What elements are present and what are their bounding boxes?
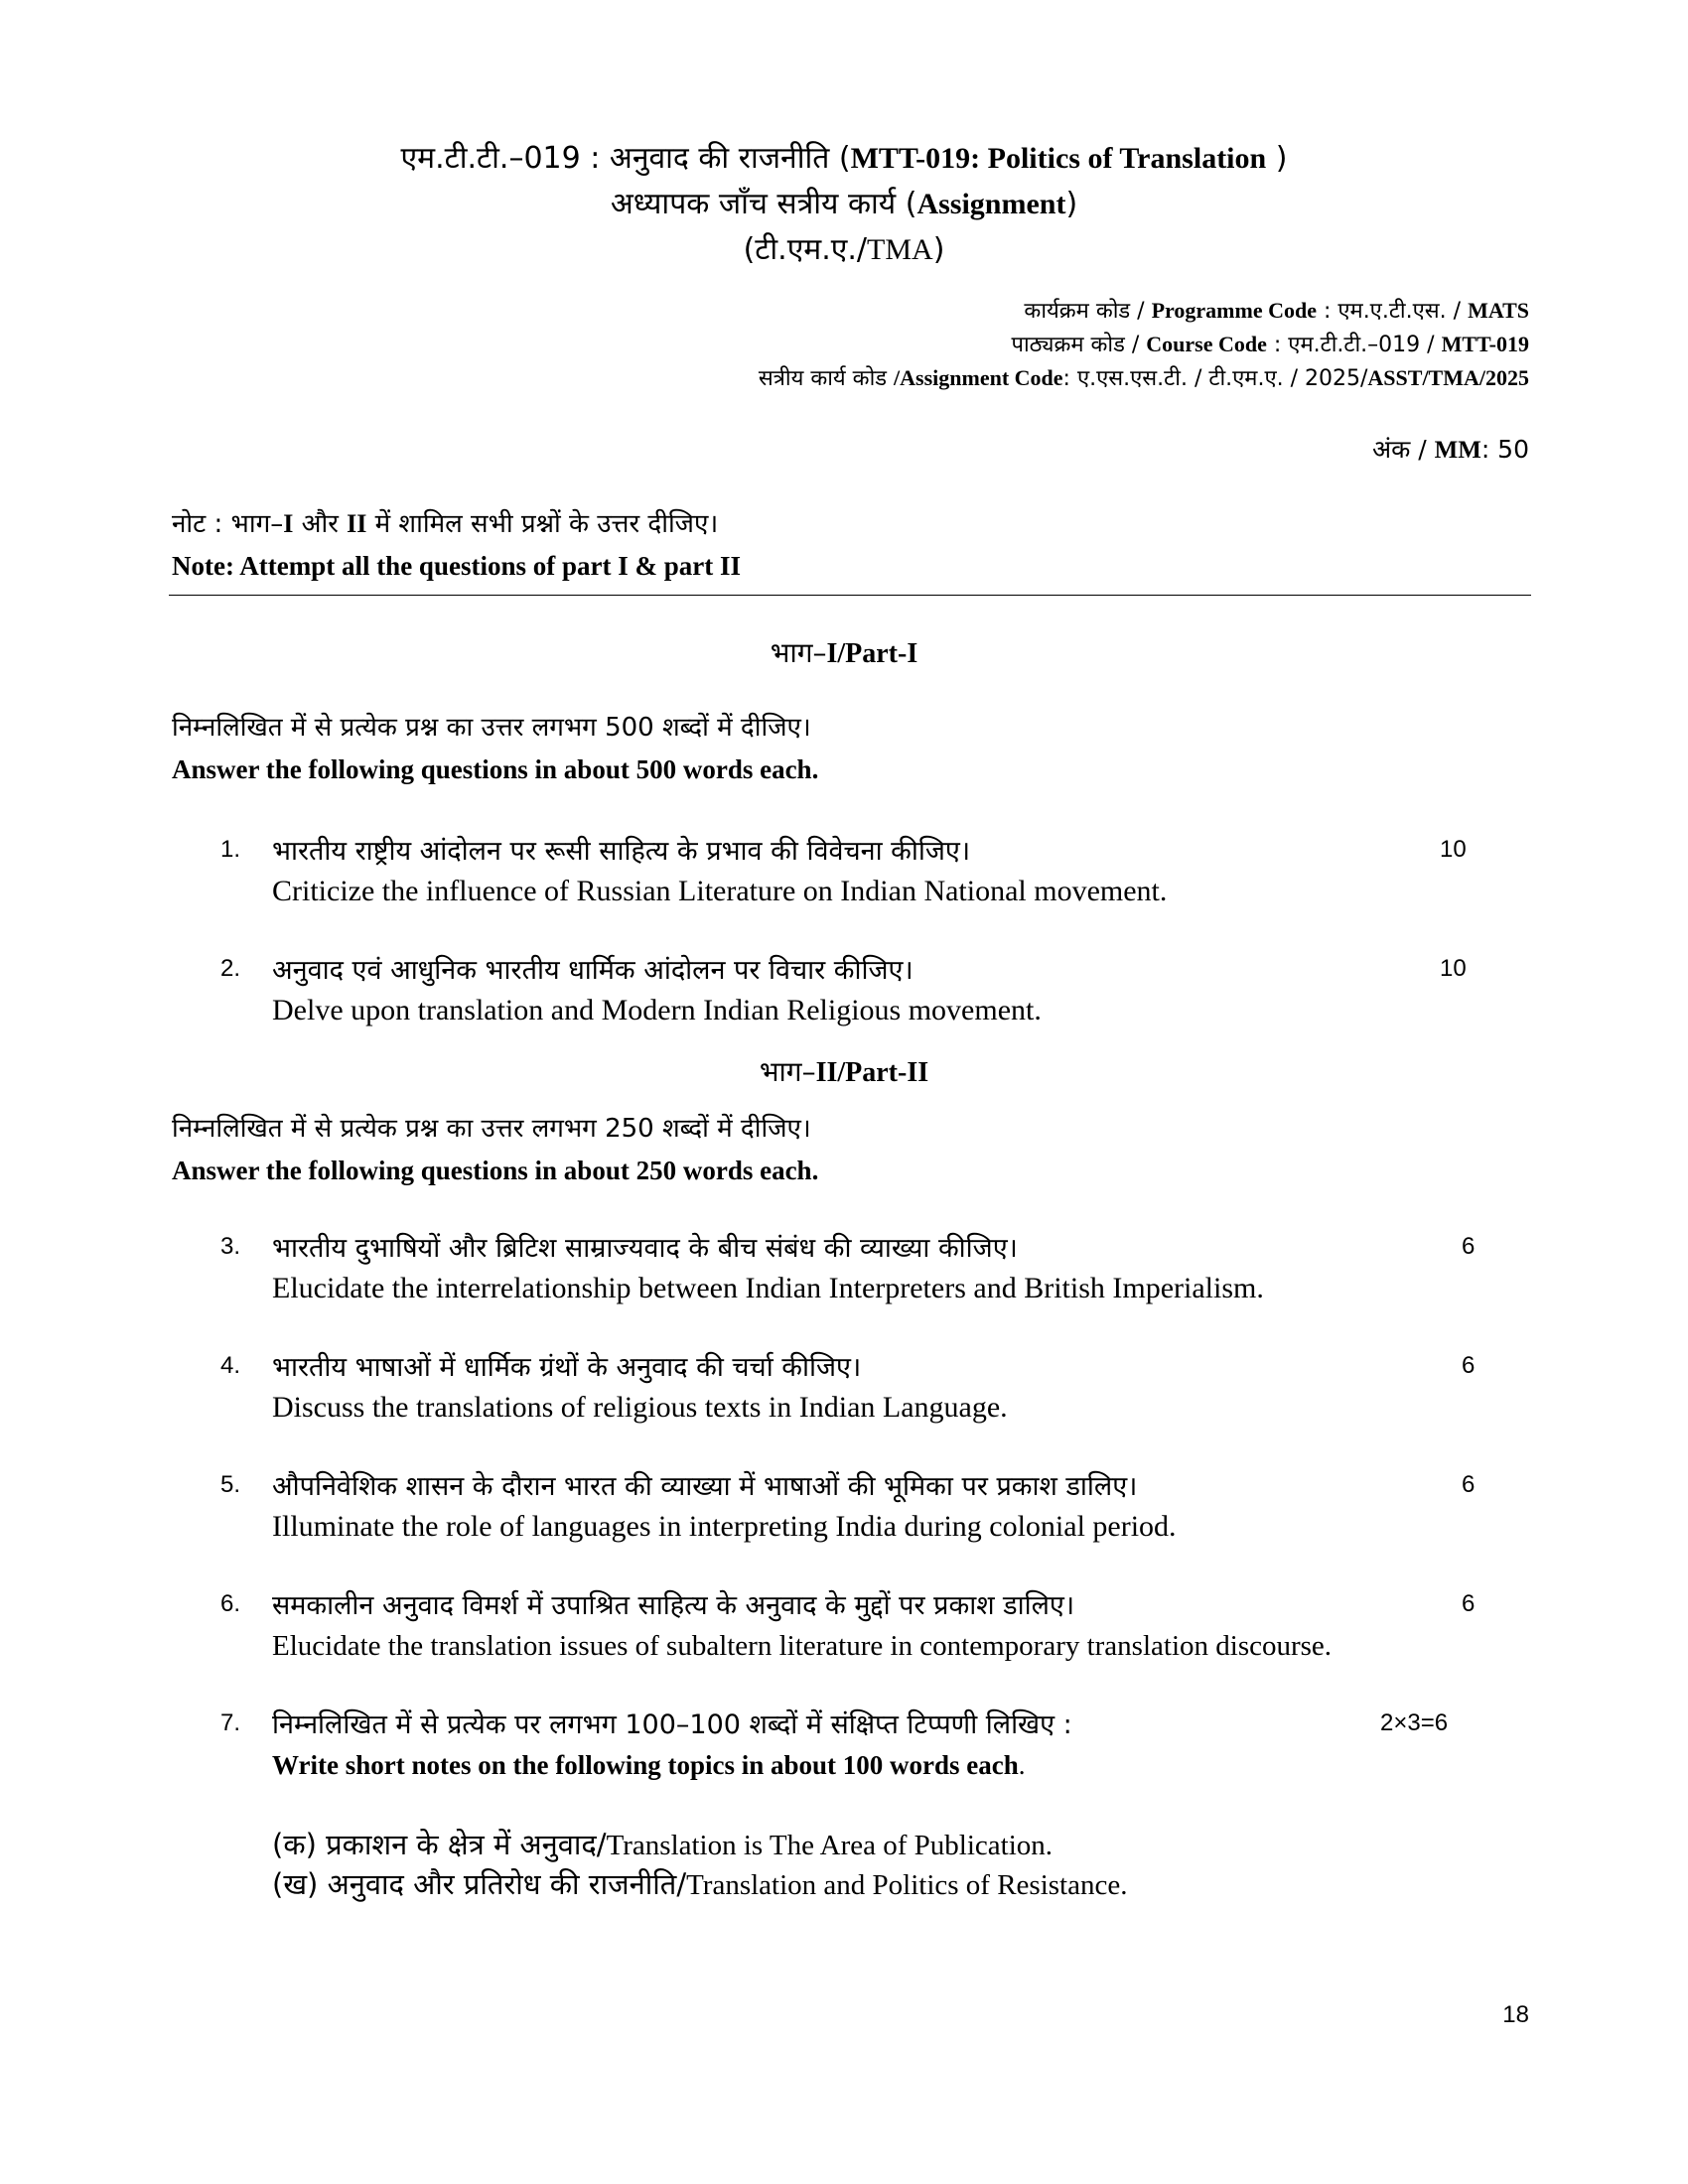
question-english: Delve upon translation and Modern Indian Religious movement. xyxy=(272,994,1042,1026)
question-english: Elucidate the translation issues of subaltern literature in contemporary translation discourse. xyxy=(272,1630,1333,1662)
part-two-instruction-hindi: निम्नलिखित में से प्रत्येक प्रश्न का उत्तर लगभग 250 शब्दों में दीजिए। xyxy=(172,1114,811,1144)
part-one-instruction-english: Answer the following questions in about 500 words each. xyxy=(172,754,819,784)
question-marks: 6 xyxy=(1462,1471,1476,1498)
question-english: Discuss the translations of religious texts in Indian Language. xyxy=(272,1391,1008,1424)
subitem-label-english: Translation and Politics of Resistance. xyxy=(686,1869,1128,1901)
course-code-label: Course Code xyxy=(1146,332,1267,356)
note-english: Note: Attempt all the questions of part I & part II xyxy=(172,551,741,581)
question-english: Write short notes on the following topics in about 100 words each xyxy=(272,1750,1019,1780)
tma-line xyxy=(0,228,1688,272)
question-marks: 6 xyxy=(1462,1233,1476,1260)
question-english-tail: . xyxy=(1018,1750,1026,1780)
max-marks xyxy=(1372,433,1529,468)
question-number: 1. xyxy=(220,836,241,863)
subitem-ka xyxy=(272,1825,1053,1865)
divider xyxy=(169,595,1531,596)
question-hindi: निम्नलिखित में से प्रत्येक पर लगभग 100–100 शब्दों में संक्षिप्त टिप्पणी लिखिए : xyxy=(272,1709,1072,1740)
question-hindi: समकालीन अनुवाद विमर्श में उपाश्रित साहित्य के अनुवाद के मुद्दों पर प्रकाश डालिए। xyxy=(272,1590,1075,1621)
note-hindi-prefix: नोट : भाग– xyxy=(172,509,284,539)
question-english: Illuminate the role of languages in interpreting India during colonial period. xyxy=(272,1510,1177,1543)
tma-close: ) xyxy=(932,232,945,267)
subitem-label-english: Translation is The Area of Publication. xyxy=(606,1830,1054,1861)
subtitle-close: ) xyxy=(1065,187,1078,221)
assignment-code xyxy=(759,361,1529,396)
programme-code-hindi: कार्यक्रम कोड / xyxy=(1024,299,1152,324)
assignment-code-hindi: सत्रीय कार्य कोड xyxy=(758,366,895,391)
note-hindi-rest: में शामिल सभी प्रश्नों के उत्तर दीजिए। xyxy=(366,509,719,539)
part-one-instruction-hindi: निम्नलिखित में से प्रत्येक प्रश्न का उत्तर लगभग 500 शब्दों में दीजिए। xyxy=(172,713,811,743)
note-hindi xyxy=(172,504,718,544)
subitem-label-hindi: (क) प्रकाशन के क्षेत्र में अनुवाद/ xyxy=(272,1828,607,1861)
assignment-code-label: /Assignment Code xyxy=(894,365,1063,390)
max-marks-hindi: अंक / xyxy=(1371,435,1435,464)
tma-english: TMA xyxy=(867,233,933,266)
question-hindi: भारतीय भाषाओं में धार्मिक ग्रंथों के अनुवाद की चर्चा कीजिए। xyxy=(272,1352,862,1383)
part-one-title-english: I/Part-I xyxy=(826,638,918,669)
note-and: और xyxy=(293,509,348,539)
programme-code-value: MATS xyxy=(1468,298,1529,323)
part-two-instruction-english: Answer the following questions in about 250 words each. xyxy=(172,1156,819,1185)
programme-code-label: Programme Code xyxy=(1151,298,1317,323)
note-part-one: I xyxy=(283,509,294,538)
question-number: 6. xyxy=(220,1590,241,1617)
question-number: 5. xyxy=(220,1471,241,1498)
page-number: 18 xyxy=(1502,2001,1529,2028)
question-hindi: अनुवाद एवं आधुनिक भारतीय धार्मिक आंदोलन पर विचार कीजिए। xyxy=(272,955,914,986)
question-marks: 6 xyxy=(1462,1590,1476,1617)
title-english: MTT-019: Politics of Translation xyxy=(850,142,1267,175)
programme-code-value-hindi: : एम.ए.टी.एस. / xyxy=(1316,299,1469,324)
question-number: 3. xyxy=(220,1233,241,1260)
question-hindi: औपनिवेशिक शासन के दौरान भारत की व्याख्या में भाषाओं की भूमिका पर प्रकाश डालिए। xyxy=(272,1471,1138,1502)
question-number: 7. xyxy=(220,1709,241,1736)
title-line xyxy=(0,137,1688,181)
question-number: 2. xyxy=(220,955,241,982)
question-english: Criticize the influence of Russian Literature on Indian National movement. xyxy=(272,875,1168,907)
question-hindi: भारतीय राष्ट्रीय आंदोलन पर रूसी साहित्य के प्रभाव की विवेचना कीजिए। xyxy=(272,836,971,867)
title-close: ) xyxy=(1266,141,1288,176)
subtitle-english: Assignment xyxy=(916,188,1066,220)
question-english-line xyxy=(272,1745,1026,1785)
question-english: Elucidate the interrelationship between Indian Interpreters and British Imperialism. xyxy=(272,1272,1264,1304)
max-marks-label: MM xyxy=(1434,437,1481,464)
course-code-value: MTT-019 xyxy=(1441,332,1529,356)
course-code-value-hindi: : एम.टी.टी.–019 / xyxy=(1266,333,1442,357)
programme-code xyxy=(1024,294,1529,329)
course-code-hindi: पाठ्यक्रम कोड / xyxy=(1011,333,1147,357)
question-hindi: भारतीय दुभाषियों और ब्रिटिश साम्राज्यवाद के बीच संबंध की व्याख्या कीजिए। xyxy=(272,1233,1018,1264)
subitem-label-hindi: (ख) अनुवाद और प्रतिरोध की राजनीति/ xyxy=(272,1867,687,1901)
part-two-title-hindi: भाग– xyxy=(759,1055,816,1088)
assignment-code-value: ASST/TMA/2025 xyxy=(1367,365,1529,390)
part-two-title-english: II/Part-II xyxy=(815,1057,929,1088)
question-marks: 10 xyxy=(1440,836,1467,863)
question-marks: 10 xyxy=(1440,955,1467,982)
assignment-code-value-hindi: : ए.एस.एस.टी. / टी.एम.ए. / 2025/ xyxy=(1062,366,1368,391)
question-marks: 6 xyxy=(1462,1352,1476,1379)
max-marks-value: : 50 xyxy=(1480,435,1529,464)
question-number: 4. xyxy=(220,1352,241,1379)
part-one-title-hindi: भाग– xyxy=(770,636,827,669)
question-marks: 2×3=6 xyxy=(1380,1709,1449,1736)
part-two-title xyxy=(0,1052,1688,1093)
course-code xyxy=(1011,328,1529,362)
title-hindi: एम.टी.टी.–019 : अनुवाद की राजनीति ( xyxy=(400,141,851,176)
subtitle-line xyxy=(0,183,1688,226)
subitem-kha xyxy=(272,1864,1127,1905)
part-one-title xyxy=(0,633,1688,674)
note-part-two: II xyxy=(347,509,367,538)
subtitle-hindi: अध्यापक जाँच सत्रीय कार्य ( xyxy=(610,187,917,221)
tma-open: (टी.एम.ए./ xyxy=(743,232,868,267)
